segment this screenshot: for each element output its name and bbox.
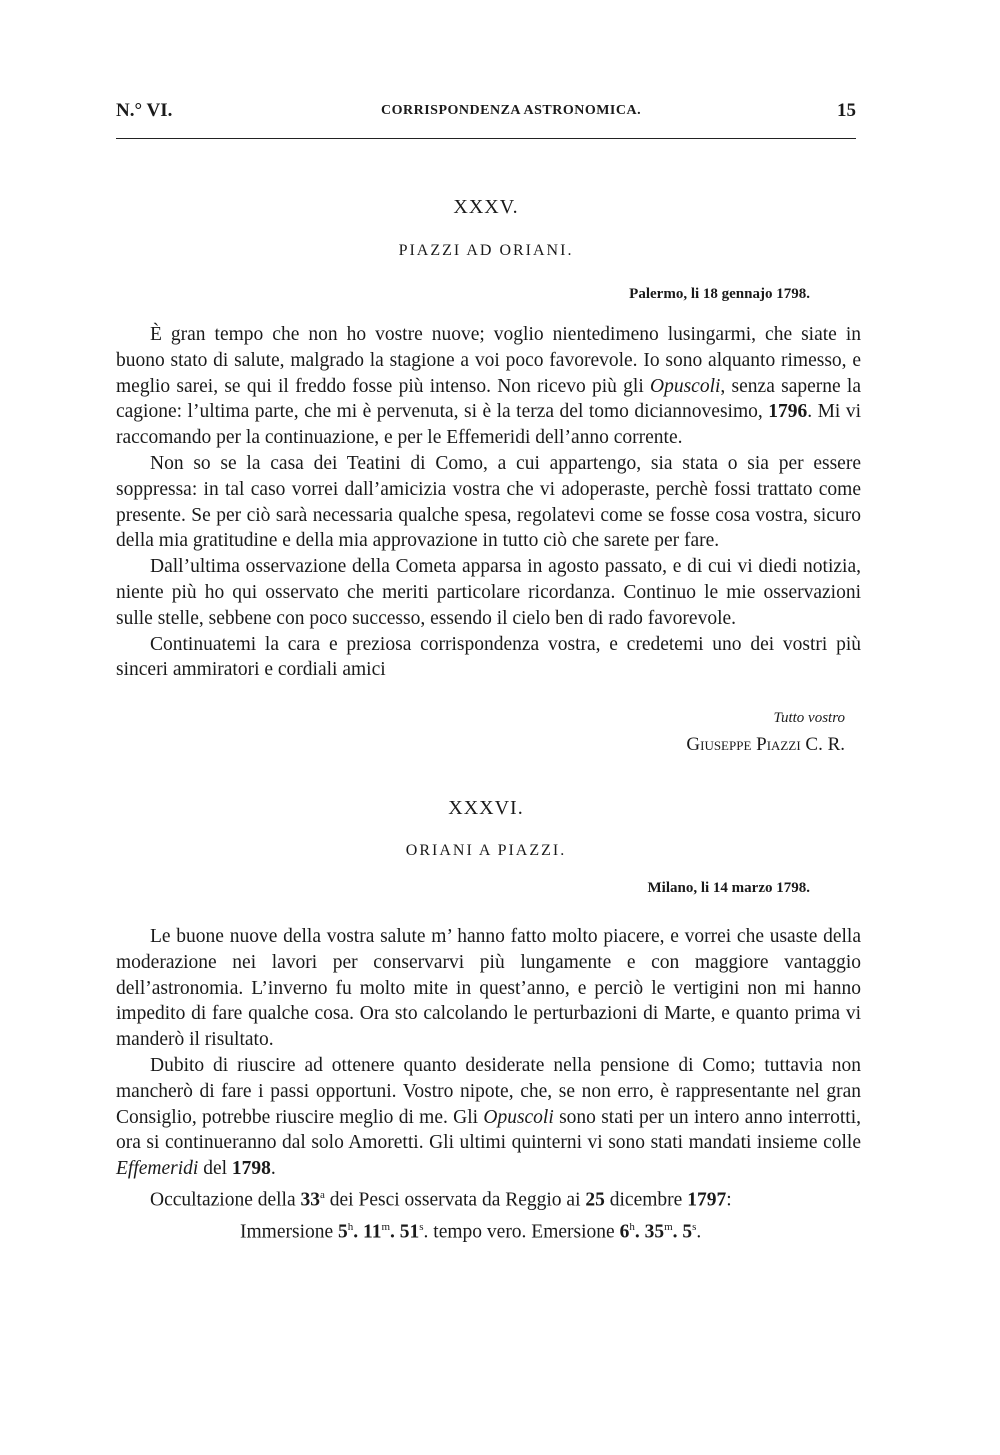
paragraph: Dubito di riuscire ad ottenere quanto desiderate nella pensione di Como; tuttavia non mancherò di fare i passi opportuni. Vostro nipote, che, se non erro, è rappresentante nel gran Consiglio, potrebbe riuscire meglio di me. Gli Opuscoli sono stati per un intero anno interrotti, ora si continueranno dal solo Amoretti. Gli ultimi quinterni vi sono stati mandati insieme colle Effemeridi del 1798. [116, 1054, 862, 1180]
letter-title: ORIANI A PIAZZI. [405, 842, 567, 859]
letter-body [116, 322, 861, 683]
running-title: CORRISPONDENZA ASTRONOMICA. [381, 103, 642, 118]
occultation-line: Occultazione della 33$^a$ dei Pesci osservata da Reggio ai 25 dicembre 1797: [150, 1189, 732, 1211]
letter-body [116, 924, 861, 1182]
header-rule [116, 138, 856, 139]
letter-number: XXXVI. [448, 797, 524, 819]
letter-number: XXXV. [453, 196, 519, 218]
italic-title: Opuscoli [483, 1106, 554, 1128]
italic-title: Effemeridi [116, 1158, 199, 1180]
paragraph: Le buone nuove della vostra salute m’ hanno fatto molto piacere, e vorrei che usaste della moderazione nei lavori per conservarvi più lungamente e con maggiore vantaggio dell’astronomia. L’inverno fu molto mite in quest’anno, e perciò le vertigini non mi hanno impedito di fare qualche cosa. Ora sto calcolando le perturbazioni di Marte, e quanto prima vi manderò il risultato. [116, 926, 861, 1051]
section-number: N.° VI. [116, 100, 173, 121]
page-number: 15 [837, 100, 856, 121]
letter-title: PIAZZI AD ORIANI. [398, 242, 574, 259]
paragraph: Continuatemi la cara e preziosa corrispondenza vostra, e credetemi uno dei vostri più sinceri ammiratori e cordiali amici [116, 633, 861, 681]
year: 1796 [768, 401, 808, 423]
signature: Giuseppe Piazzi C. R. [686, 734, 845, 755]
closing: Tutto vostro [773, 710, 845, 726]
paragraph: Dall’ultima osservazione della Cometa apparsa in agosto passato, e di cui vi diedi notizia, niente più ho qui osservato che meriti particolare ricordanza. Continuo le mie osservazioni sulle stelle, sebbene con poco successo, essendo il cielo ben di rado favorevole. [116, 556, 861, 629]
paragraph: Non so se la casa dei Teatini di Como, a cui appartengo, sia stata o sia per essere soppressa: in tal caso vorrei dall’amicizia vostra che vi adoperaste, perchè fossi trattato come presente. Se per ciò sarà necessaria qualche spesa, regolatevi come se fosse cosa vostra, sicuro della mia gratitudine e della mia approvazione in tutto ciò che sarete per fare. [116, 452, 861, 552]
immersion-emersion-line: Immersione 5$^h$. 11$^m$. 51$^s$. tempo vero. Emersione 6$^h$. 35$^m$. 5$^s$. [240, 1220, 702, 1242]
dateline: Milano, li 14 marzo 1798. [647, 880, 810, 896]
paragraph: È gran tempo che non ho vostre nuove; voglio nientedimeno lusingarmi, che siate in buono stato di salute, malgrado la stagione a voi poco favorevole. Io sono alquanto rimesso, e meglio sarei, se qui il freddo fosse più intenso. Non ricevo più gli Opuscoli, senza saperne la cagione: l’ultima parte, che mi è pervenuta, si è la terza del tomo diciannovesimo, 1796. Mi vi raccomando per la continuazione, e per le Effemeridi dell’anno corrente. [116, 324, 861, 449]
year: 1798 [231, 1158, 271, 1180]
running-head [116, 100, 856, 130]
occultation-report [116, 1182, 861, 1245]
dateline: Palermo, li 18 gennajo 1798. [629, 286, 810, 302]
italic-title: Opuscoli [650, 375, 721, 397]
